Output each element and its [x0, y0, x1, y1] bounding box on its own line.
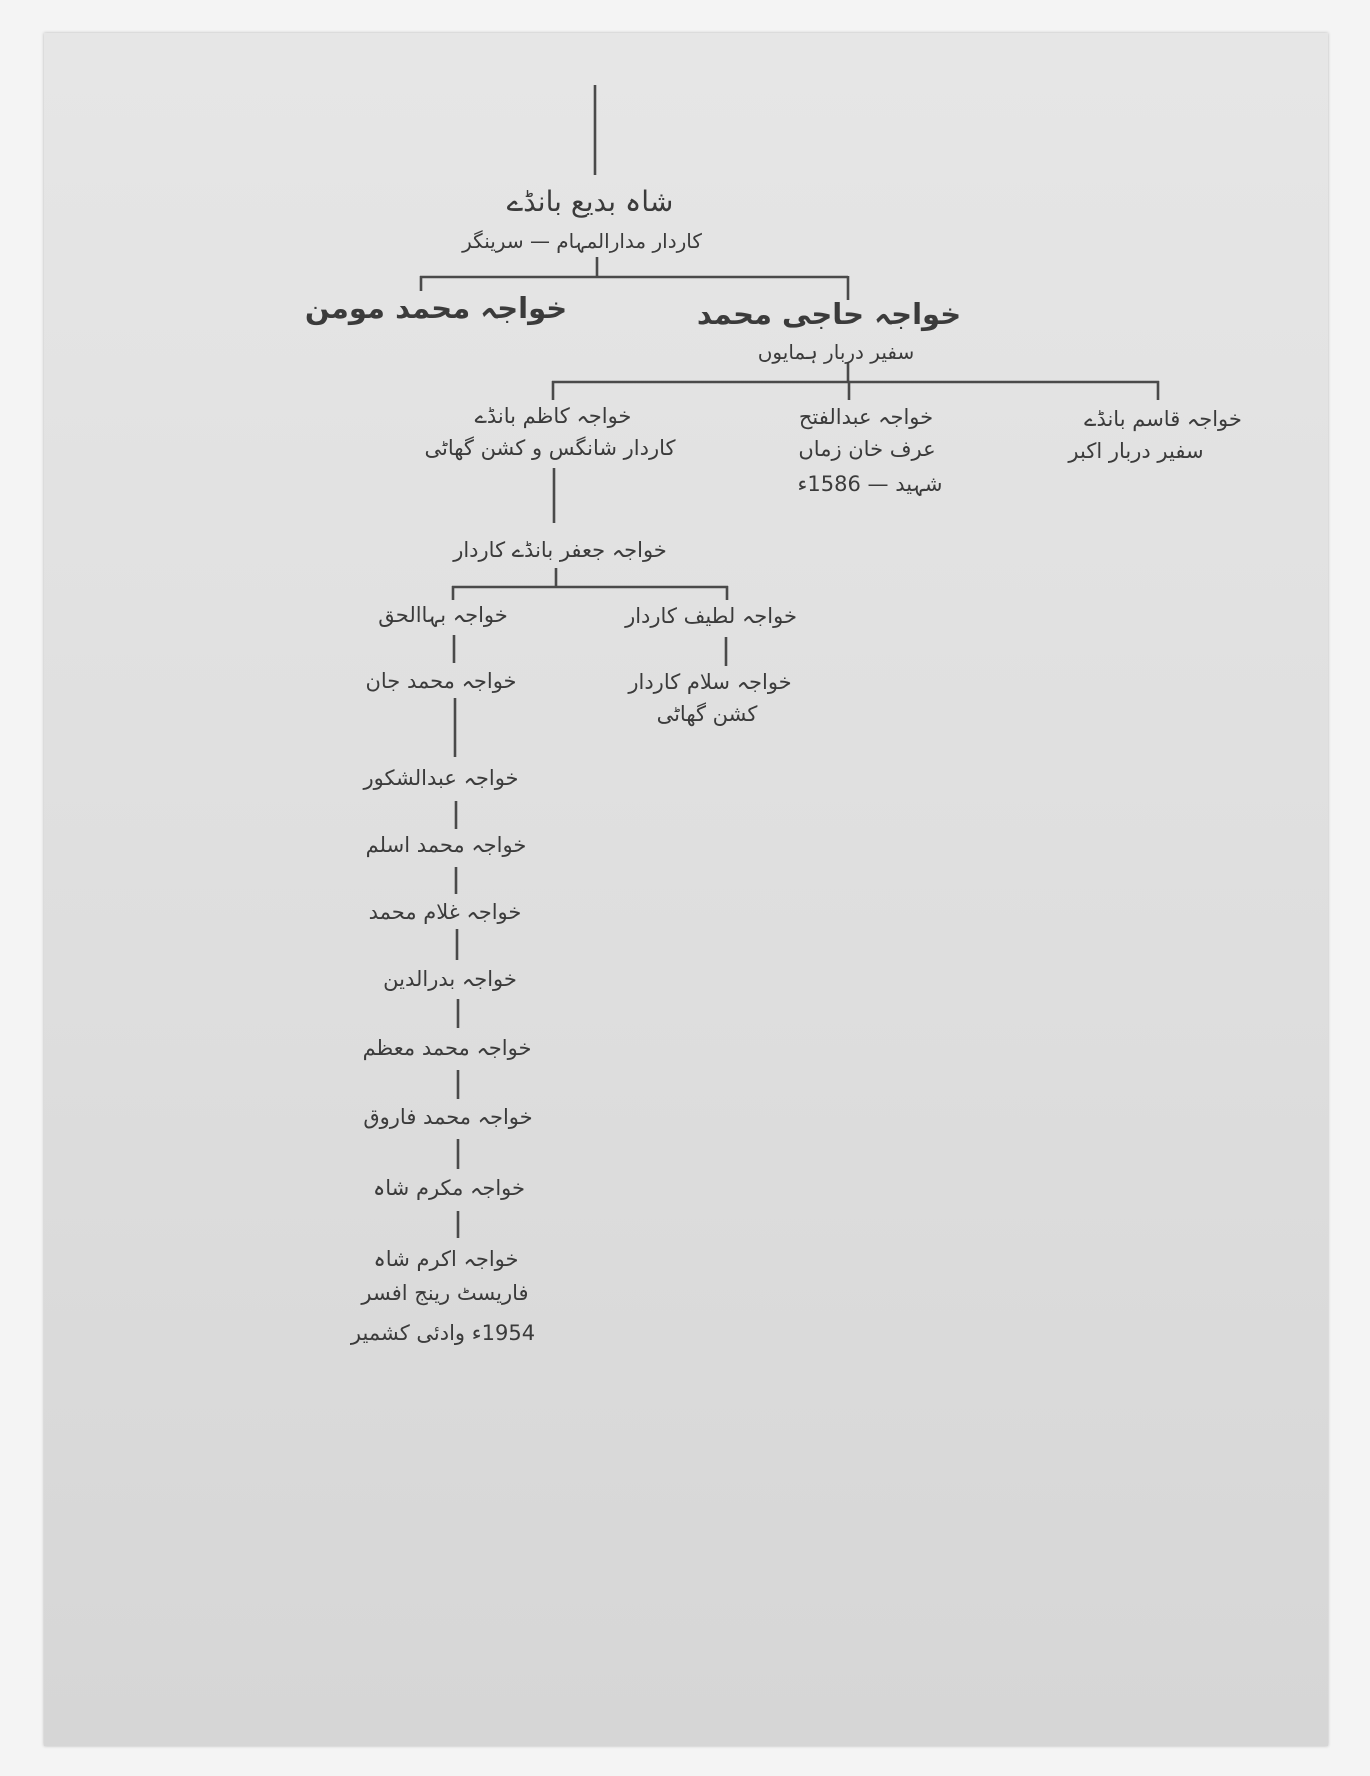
- muhammad-farooq-name: خواجہ محمد فاروق: [363, 1105, 533, 1129]
- muhammad-aslam-name: خواجہ محمد اسلم: [365, 833, 527, 857]
- kazim-title: کاردار شانگس و کشن گھاٹی: [424, 436, 676, 460]
- mukarram-shah-name: خواجہ مکرم شاہ: [372, 1176, 526, 1200]
- kazim-name: خواجہ کاظم بانڈے: [474, 404, 632, 428]
- root-title: کاردار مدارالمہام — سرینگر: [462, 229, 702, 253]
- akram-shah-title: فاریسٹ رینج افسر: [361, 1281, 529, 1305]
- jafar-name: خواجہ جعفر بانڈے کاردار: [453, 538, 667, 562]
- qasim-title: سفیر دربار اکبر: [1068, 439, 1204, 463]
- akram-shah-place: 1954ء وادئی کشمیر: [350, 1321, 536, 1345]
- abdul-shakoor-name: خواجہ عبدالشکور: [363, 766, 519, 790]
- root-name: شاہ بدیع بانڈے: [506, 185, 674, 218]
- muhammad-moazzam-name: خواجہ محمد معظم: [362, 1036, 532, 1060]
- haji-title: سفیر دربار ہمایوں: [757, 340, 915, 364]
- muhammad-jan-name: خواجہ محمد جان: [365, 669, 517, 693]
- haji-name: خواجہ حاجی محمد: [696, 297, 962, 331]
- momin-name: خواجہ محمد مومن: [304, 291, 568, 325]
- qasim-name: خواجہ قاسم بانڈے: [1084, 407, 1242, 431]
- akram-shah-name: خواجہ اکرم شاہ: [373, 1247, 519, 1271]
- ghulam-muhammad-name: خواجہ غلام محمد: [368, 900, 522, 924]
- salam-name: خواجہ سلام کاردار: [628, 670, 792, 694]
- abdulfateh-name: خواجہ عبدالفتح: [798, 405, 934, 429]
- latif-name: خواجہ لطیف کاردار: [625, 604, 797, 628]
- abdulfateh-martyr: شہید — 1586ء: [797, 472, 943, 496]
- salam-place: کشن گھاٹی: [656, 702, 758, 726]
- abdulfateh-alias: عرف خان زماں: [798, 437, 936, 461]
- badruddin-name: خواجہ بدرالدین: [383, 967, 517, 991]
- baha-name: خواجہ بہاالحق: [378, 603, 508, 627]
